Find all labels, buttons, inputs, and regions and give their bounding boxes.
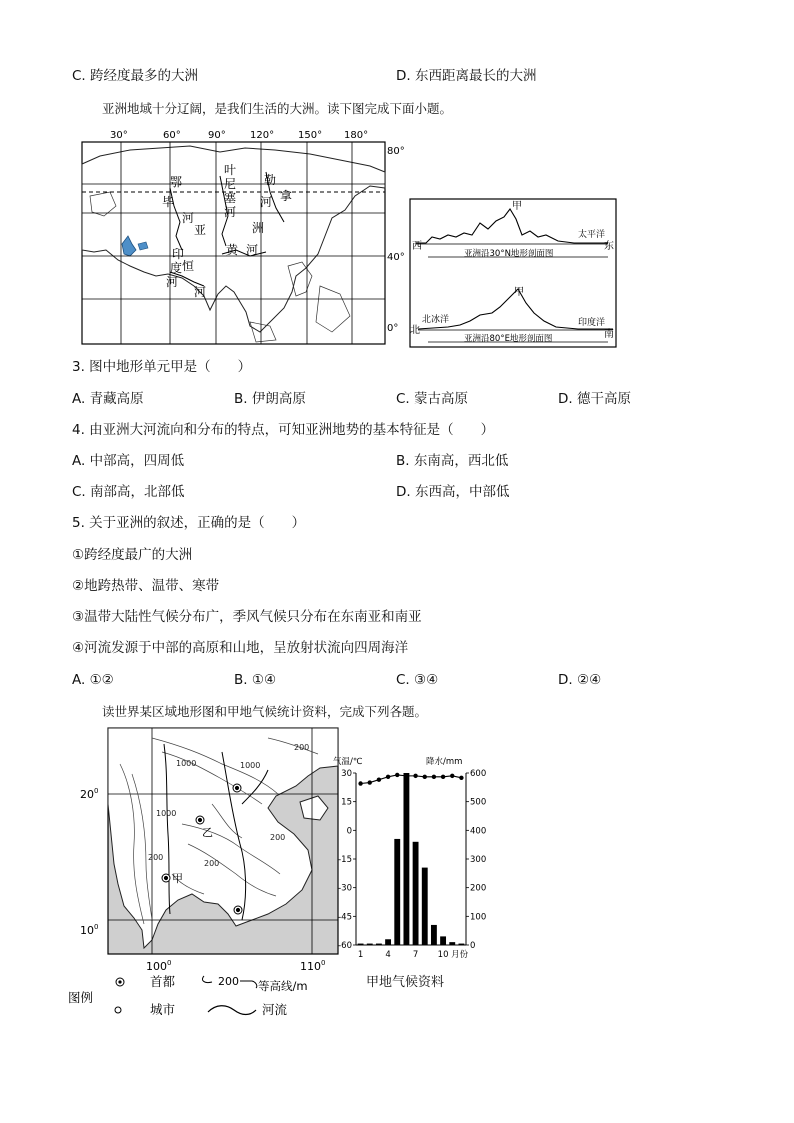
chart-x-tick-label: 7 (412, 950, 419, 960)
option-c-prev: C. 跨经度最多的大洲 (72, 68, 199, 84)
contour-label: 1000 (156, 809, 177, 818)
q5-statement-1: ①跨经度最广的大洲 (72, 547, 193, 563)
chart-title: 甲地气候资料 (366, 974, 445, 989)
q5-statement-2: ②地跨热带、温带、寒带 (72, 578, 220, 594)
chart-x-tick-label: 1 (357, 950, 364, 960)
profile-box (408, 197, 618, 349)
chart-tick-label-right: 200 (470, 883, 487, 894)
precip-bar (385, 939, 391, 945)
temperature-point (358, 781, 362, 785)
map-label-indus: 河 (166, 275, 179, 289)
chart-tick-label-left: -30 (338, 883, 352, 894)
lon-label: 30° (110, 130, 128, 141)
profile2-north: 北 (410, 325, 420, 336)
chart-x-tick-label: 10 (437, 950, 449, 960)
temperature-point (423, 775, 427, 779)
city-icon (115, 1007, 121, 1013)
chart-tick-label-right: 100 (470, 912, 487, 923)
chart-tick-label-left: 0 (346, 826, 352, 837)
contour-label: 200 (294, 743, 310, 752)
intro-region: 读世界某区域地形图和甲地气候统计资料，完成下列各题。 (102, 704, 428, 719)
map-label-ganges: 恒 (182, 259, 195, 273)
profile1-west: 西 (412, 241, 422, 252)
lat-label-10: 10 (80, 924, 94, 937)
map-label-ob: 河 (182, 211, 195, 225)
map-label-indus: 印 (172, 247, 185, 261)
map-label-lena: 勒 (264, 173, 277, 187)
map-label-yenisei: 河 (224, 205, 237, 219)
temperature-point (386, 775, 390, 779)
chart-ylabel-left: 气温/℃ (333, 757, 363, 767)
q5-option-c[interactable]: C. ③④ (396, 672, 439, 688)
temperature-point (395, 773, 399, 777)
profile2-caption: 亚洲沿80°E地形剖面图 (464, 334, 553, 344)
q3-option-c[interactable]: C. 蒙古高原 (396, 391, 469, 407)
q5-option-a[interactable]: A. ①② (72, 672, 114, 688)
svg-text:100 (80, 923, 98, 937)
temperature-point (413, 774, 417, 778)
lat-label: 40° (387, 252, 405, 263)
precip-bar (413, 842, 419, 945)
q3-option-d[interactable]: D. 德干高原 (558, 391, 631, 407)
precip-bar (394, 839, 400, 945)
contour-label: 200 (148, 853, 164, 862)
precip-bar (367, 944, 373, 945)
temperature-point (432, 775, 436, 779)
degree-mark: 0 (321, 959, 326, 967)
chart-tick-label-left: -60 (338, 941, 352, 951)
q3-option-b[interactable]: B. 伊朗高原 (234, 391, 306, 407)
lon-label: 60° (163, 130, 181, 141)
map-label-yenisei: 塞 (224, 191, 237, 205)
lat-label-20: 20 (80, 788, 94, 801)
temperature-point (377, 777, 381, 781)
map-legend (66, 968, 346, 1026)
profile2-peak: 甲 (514, 287, 524, 298)
chart-tick-label-right: 300 (470, 855, 487, 865)
q5-statement-3: ③温带大陆性气候分布广，季风气候只分布在东南亚和南亚 (72, 609, 422, 625)
temperature-line (361, 775, 462, 784)
chart-tick-label-left: 30 (341, 769, 352, 779)
precip-bar (449, 942, 455, 945)
q4-option-a[interactable]: A. 中部高，四周低 (72, 453, 185, 469)
lat-label: 80° (387, 146, 405, 157)
temperature-point (404, 774, 408, 778)
map-label-asia: 亚 (194, 223, 207, 237)
legend-title: 图例 (68, 990, 94, 1005)
climate-chart (330, 752, 487, 964)
temperature-point (459, 776, 463, 780)
temperature-point (368, 780, 372, 784)
contour-line-icon (202, 976, 212, 983)
profile1-caption: 亚洲沿30°N地形剖面图 (464, 249, 554, 259)
precip-bar (376, 944, 382, 945)
point-label-yi: 乙 (202, 826, 213, 839)
point-label-jia: 甲 (172, 872, 183, 885)
precip-bar (440, 936, 446, 945)
profile2-ocean-n: 北冰洋 (422, 315, 450, 325)
precip-bar (431, 925, 437, 945)
legend-capital: 首都 (150, 974, 176, 989)
map-label-huanghe: 黄 (226, 243, 239, 257)
map-label-ob: 毕 (162, 195, 175, 209)
contour-label: 1000 (240, 761, 261, 770)
chart-x-tick-label: 4 (385, 950, 391, 960)
legend-city: 城市 (150, 1002, 176, 1017)
chart-tick-label-right: 500 (470, 797, 487, 808)
temperature-point (450, 774, 454, 778)
q4-option-d[interactable]: D. 东西高，中部低 (396, 484, 510, 500)
profile1-east: 东 (604, 241, 614, 252)
profile1-ocean: 太平洋 (578, 230, 606, 240)
map-label-lena: 拿 (280, 189, 293, 203)
map-label-ganges: 河 (194, 285, 207, 299)
precip-bar (403, 773, 409, 945)
map-label-huanghe: 河 (246, 243, 259, 257)
q5-option-b[interactable]: B. ①④ (234, 672, 277, 688)
lon-label: 180° (344, 130, 369, 141)
contour-label: 1000 (176, 759, 197, 768)
q5-option-d[interactable]: D. ②④ (558, 672, 602, 688)
q3-stem: 3. 图中地形单元甲是（ ） (72, 359, 252, 375)
chart-tick-label-right: 400 (470, 826, 487, 837)
river-icon (208, 1006, 256, 1015)
chart-tick-label-left: -15 (338, 855, 352, 865)
lat-label: 0° (387, 323, 399, 334)
chart-tick-label-left: -45 (338, 912, 352, 923)
precip-bar (358, 944, 364, 945)
degree-mark: 0 (94, 923, 99, 931)
intro-asia: 亚洲地域十分辽阔，是我们生活的大洲。读下图完成下面小题。 (102, 101, 453, 116)
map-label-lena: 河 (260, 195, 273, 209)
lon-label-110: 110 (300, 960, 321, 973)
lon-label: 150° (298, 130, 323, 141)
lon-label-100: 100 (146, 960, 167, 973)
temperature-point (441, 775, 445, 779)
lon-label: 120° (250, 130, 275, 141)
precip-bar (422, 868, 428, 945)
chart-tick-label-right: 600 (470, 769, 487, 779)
profile1-peak: 甲 (512, 201, 522, 212)
q4-stem: 4. 由亚洲大河流向和分布的特点，可知亚洲地势的基本特征是（ ） (72, 422, 495, 438)
degree-mark: 0 (167, 959, 172, 967)
legend-river: 河流 (262, 1002, 288, 1017)
map-label-asia: 洲 (252, 221, 265, 235)
map-label-indus: 度 (170, 261, 183, 275)
legend-contour: 等高线/m (258, 979, 308, 993)
profile2-ocean-s: 印度洋 (578, 318, 606, 328)
contour-label: 200 (204, 859, 220, 868)
map-label-yenisei: 尼 (224, 177, 237, 191)
chart-x-tick-label: 月份 (451, 950, 469, 960)
asia-map (70, 126, 415, 348)
option-d-prev: D. 东西距离最长的大洲 (396, 68, 537, 84)
legend-contour-sample: 200 (218, 975, 239, 988)
q4-option-c[interactable]: C. 南部高，北部低 (72, 484, 185, 500)
map-label-yenisei: 叶 (224, 163, 237, 177)
degree-mark: 0 (94, 787, 99, 795)
q3-option-a[interactable]: A. 青藏高原 (72, 391, 144, 407)
chart-ylabel-right: 降水/mm (426, 757, 463, 767)
lon-label: 90° (208, 130, 226, 141)
map-label-ob: 鄂 (170, 175, 183, 189)
q4-option-b[interactable]: B. 东南高，西北低 (396, 453, 509, 469)
chart-tick-label-left: 15 (341, 797, 352, 808)
q5-statement-4: ④河流发源于中部的高原和山地，呈放射状流向四周海洋 (72, 640, 409, 656)
q5-stem: 5. 关于亚洲的叙述，正确的是（ ） (72, 515, 306, 531)
svg-text:200 (80, 787, 98, 801)
profile2-south: 南 (604, 329, 614, 340)
precip-bar (458, 944, 464, 945)
chart-tick-label-right: 0 (470, 941, 476, 951)
contour-label: 200 (270, 833, 286, 842)
